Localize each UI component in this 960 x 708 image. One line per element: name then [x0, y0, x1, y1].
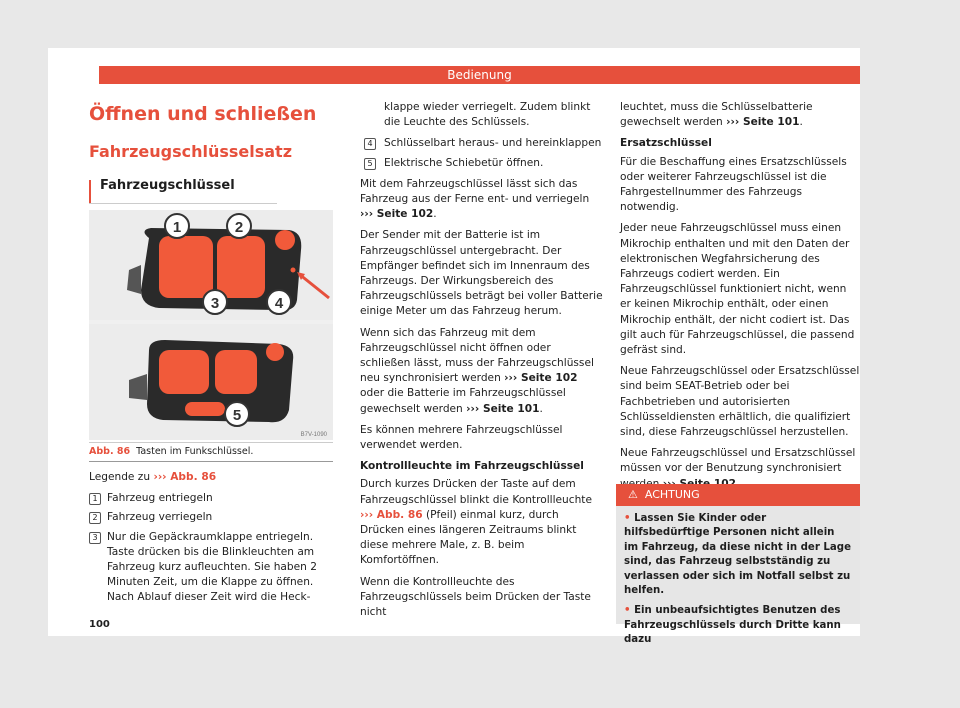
legend-item — [89, 530, 333, 606]
figure-code: B7V-1090 — [300, 432, 327, 438]
page-number: 100 — [89, 619, 110, 630]
text: (Pfeil) einmal kurz, durch Drücken eines längeren Zeitraums blinkt diese mehrere Male, z. B. beim Komfortöffnen. — [360, 508, 577, 567]
warning-body — [616, 506, 860, 660]
page-header: Bedienung — [99, 66, 860, 84]
right-column — [620, 100, 860, 498]
key-illustration — [89, 210, 333, 440]
warning-text: Lassen Sie Kinder oder hilfsbedürftige Personen nicht allein im Fahrzeug, da diese nicht in der Lage sind, das Fahrzeug selbstständig zu verlassen oder sich im Notfall selbst zu helfen. — [624, 513, 851, 597]
paragraph: Neue Fahrzeugschlüssel oder Ersatzschlüssel sind beim SEAT-Betrieb oder bei Fachbetrieben und autorisierten Schlüsseldiensten erhältlich, die qualifiziert sind, diese Fahrzeugschlüssel herzustellen. — [620, 365, 860, 439]
caption-label: Abb. 86 — [89, 446, 131, 457]
text: leuchtet, muss die Schlüsselbatterie gewechselt werden — [620, 101, 813, 129]
page-ref[interactable]: ››› Seite 102 — [504, 372, 578, 385]
paragraph — [620, 100, 860, 130]
paragraph — [360, 326, 604, 417]
legend-item — [342, 156, 604, 171]
legend-item — [89, 491, 333, 506]
paragraph — [360, 477, 604, 568]
legend-item — [342, 136, 604, 151]
page-subtitle: Fahrzeugschlüsselsatz — [89, 142, 293, 161]
legend-text: Elektrische Schiebetür öffnen. — [384, 156, 544, 169]
warning-title: ACHTUNG — [644, 488, 700, 501]
legend-text: Fahrzeug verriegeln — [107, 511, 213, 524]
paragraph: Es können mehrere Fahrzeugschlüssel verwendet werden. — [360, 423, 563, 452]
legend-number: 2 — [89, 512, 101, 524]
text: oder die Batterie im Fahrzeugschlüssel gewechselt werden — [360, 387, 566, 415]
section-heading: Fahrzeugschlüssel — [100, 178, 235, 193]
text: Neue Fahrzeugschlüssel und Ersatzschlüssel müssen vor der Benutzung synchronisiert — [620, 447, 856, 475]
paragraph — [360, 177, 604, 223]
section-divider — [89, 203, 277, 204]
legend-ref[interactable]: ››› Abb. 86 — [153, 471, 217, 483]
text: . — [539, 402, 543, 415]
page-ref[interactable]: ››› Seite 101 — [726, 116, 800, 129]
callout-4: 4 — [274, 295, 284, 312]
figure-ref[interactable]: ››› Abb. 86 — [360, 508, 423, 521]
bullet-icon: • — [624, 513, 631, 524]
text: . — [433, 208, 437, 221]
subheading: Ersatzschlüssel — [620, 137, 712, 150]
legend-column — [89, 470, 333, 610]
callout-1: 1 — [172, 219, 182, 236]
legend-text: Schlüsselbart heraus- und hereinklappen — [384, 137, 602, 150]
legend-continuation: klappe wieder verriegelt. Zudem blinkt die Leuchte des Schlüssels. — [384, 101, 591, 129]
warning-icon: ⚠ — [628, 488, 638, 501]
paragraph: Für die Beschaffung eines Ersatzschlüssels oder weiterer Fahrzeugschlüssel ist die Fahrgestellnummer des Fahrzeugs notwendig. — [620, 155, 847, 214]
section-marker — [89, 180, 91, 204]
paragraph: Wenn die Kontrollleuchte des Fahrzeugschlüssels beim Drücken der Taste nicht — [360, 575, 591, 619]
legend-number: 1 — [89, 493, 101, 505]
page-ref[interactable]: ››› Seite 101 — [466, 402, 540, 415]
legend-number: 3 — [89, 532, 101, 544]
middle-column — [342, 100, 604, 626]
warning-text: Ein unbeaufsichtigtes Benutzen des Fahrzeugschlüssels durch Dritte kann dazu — [624, 605, 841, 646]
warning-item — [624, 604, 852, 647]
text: Durch kurzes Drücken der Taste auf dem Fahrzeugschlüssel blinkt die Kontrollleuchte — [360, 478, 592, 506]
callout-2: 2 — [234, 219, 244, 236]
callout-3: 3 — [210, 295, 220, 312]
figure-caption — [89, 442, 333, 462]
page-ref[interactable]: ››› Seite 102 — [360, 208, 434, 221]
legend-number: 4 — [364, 138, 376, 150]
legend-text: Nur die Gepäckraumklappe entriegeln. Taste drücken bis die Blinkleuchten am Fahrzeug kurz aufleuchten. Sie haben 2 Minuten Zeit, um die Klappe zu öffnen. Nach Ablauf dieser Zeit wird die Heck- — [107, 530, 317, 604]
text: Mit dem Fahrzeugschlüssel lässt sich das Fahrzeug aus der Ferne ent- und verriegeln — [360, 177, 590, 206]
page-title: Öffnen und schließen — [89, 103, 317, 125]
legend-item — [89, 510, 333, 525]
key-figure — [89, 210, 333, 440]
bullet-icon: • — [624, 605, 631, 617]
warning-box — [616, 484, 860, 646]
legend-number: 5 — [364, 158, 376, 170]
warning-item — [624, 512, 852, 598]
paragraph: Der Sender mit der Batterie ist im Fahrzeugschlüssel untergebracht. Der Empfänger befindet sich im Innenraum des Fahrzeugs. Der Wirkungsbereich des Fahrzeugschlüssels beträgt bei voller Batterie einige Meter um das Fahrzeug herum. — [360, 229, 603, 318]
callout-5: 5 — [232, 407, 242, 424]
text: . — [799, 116, 803, 129]
subheading: Kontrollleuchte im Fahrzeugschlüssel — [360, 460, 584, 473]
text: Wenn sich das Fahrzeug mit dem Fahrzeugschlüssel nicht öffnen oder schließen lässt, muss der Fahrzeugschlüssel neu synchronisiert werden — [360, 326, 594, 385]
caption-text: Tasten im Funkschlüssel. — [136, 446, 254, 457]
legend-heading — [89, 470, 333, 485]
paragraph: Jeder neue Fahrzeugschlüssel muss einen Mikrochip enthalten und mit den Daten der elektronischen Wegfahrsicherung des Fahrzeugs codiert werden. Ein Fahrzeugschlüssel funktioniert nicht, wenn er keinen Mikrochip enthält, oder einen Mikrochip enthält, der nicht codiert ist. Das gilt auch für Fahrzeugschlüssel, die passend gefräst sind. — [620, 222, 855, 357]
warning-header — [616, 484, 860, 506]
legend-prefix: Legende zu — [89, 471, 151, 483]
legend-text: Fahrzeug entriegeln — [107, 492, 213, 505]
